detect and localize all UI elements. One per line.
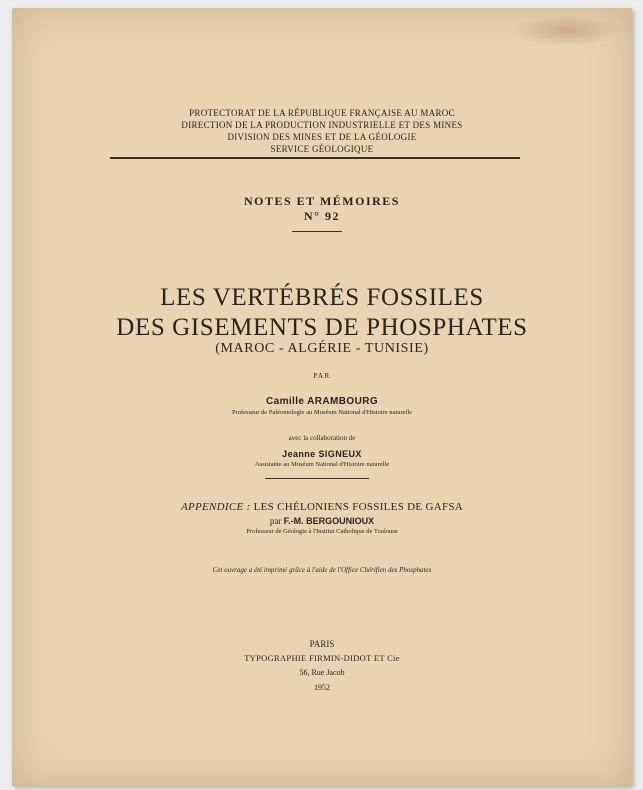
by-label: PAR — [313, 372, 331, 380]
appendix-line — [12, 501, 632, 513]
collaborator-name: Jeanne SIGNEUX — [282, 449, 362, 459]
series-name: NOTES ET MÉMOIRES — [244, 194, 400, 208]
header-line: DIRECTION DE LA PRODUCTION INDUSTRIELLE ET DES MINES — [181, 120, 463, 130]
collaborator-title: Assistante au Muséum National d'Histoire naturelle — [254, 461, 390, 468]
appendix-text: LES CHÉLONIENS FOSSILES DE GAFSA — [253, 501, 464, 513]
collab-divider — [265, 478, 369, 479]
author-name: Camille ARAMBOURG — [266, 396, 378, 407]
imprint-city: PARIS — [309, 639, 335, 649]
series-block — [12, 194, 632, 224]
header-line: PROTECTORAT DE LA RÉPUBLIQUE FRANÇAISE AU MAROC — [189, 108, 455, 118]
imprint-address: 56, Rue Jacob — [299, 668, 345, 677]
book-cover — [12, 8, 632, 786]
book-subtitle: (MAROC - ALGÉRIE - TUNISIE) — [215, 341, 429, 356]
collaboration-label: avec la collaboration de — [288, 434, 356, 442]
appendix-author-line — [12, 516, 632, 526]
header-line: SERVICE GÉOLOGIQUE — [270, 144, 374, 154]
header-divider — [110, 157, 520, 159]
series-divider — [292, 231, 342, 232]
title-line: DES GISEMENTS DE PHOSPHATES — [116, 314, 528, 341]
age-stain — [512, 16, 622, 46]
appendix-label: APPENDICE : — [180, 501, 251, 513]
book-title — [12, 283, 632, 343]
imprint-printer: TYPOGRAPHIE FIRMIN-DIDOT ET Cie — [244, 653, 400, 663]
appendix-author: F.-M. BERGOUNIOUX — [283, 516, 375, 526]
funding-note: Cet ouvrage a été imprimé grâce à l'aide de l'Office Chérifien des Phosphates — [212, 566, 432, 574]
title-line: LES VERTÉBRÉS FOSSILES — [160, 284, 484, 311]
institution-header — [12, 107, 632, 155]
appendix-author-title: Professeur de Géologie à l'Institut Catholique de Toulouse — [246, 528, 398, 535]
imprint-year: 1952 — [314, 683, 330, 692]
series-number: N° 92 — [304, 209, 340, 223]
appendix-by: par — [269, 516, 282, 526]
author-title: Professeur de Paléontologie au Muséum National d'Histoire naturelle — [231, 409, 413, 416]
header-line: DIVISION DES MINES ET DE LA GÉOLOGIE — [227, 132, 417, 142]
